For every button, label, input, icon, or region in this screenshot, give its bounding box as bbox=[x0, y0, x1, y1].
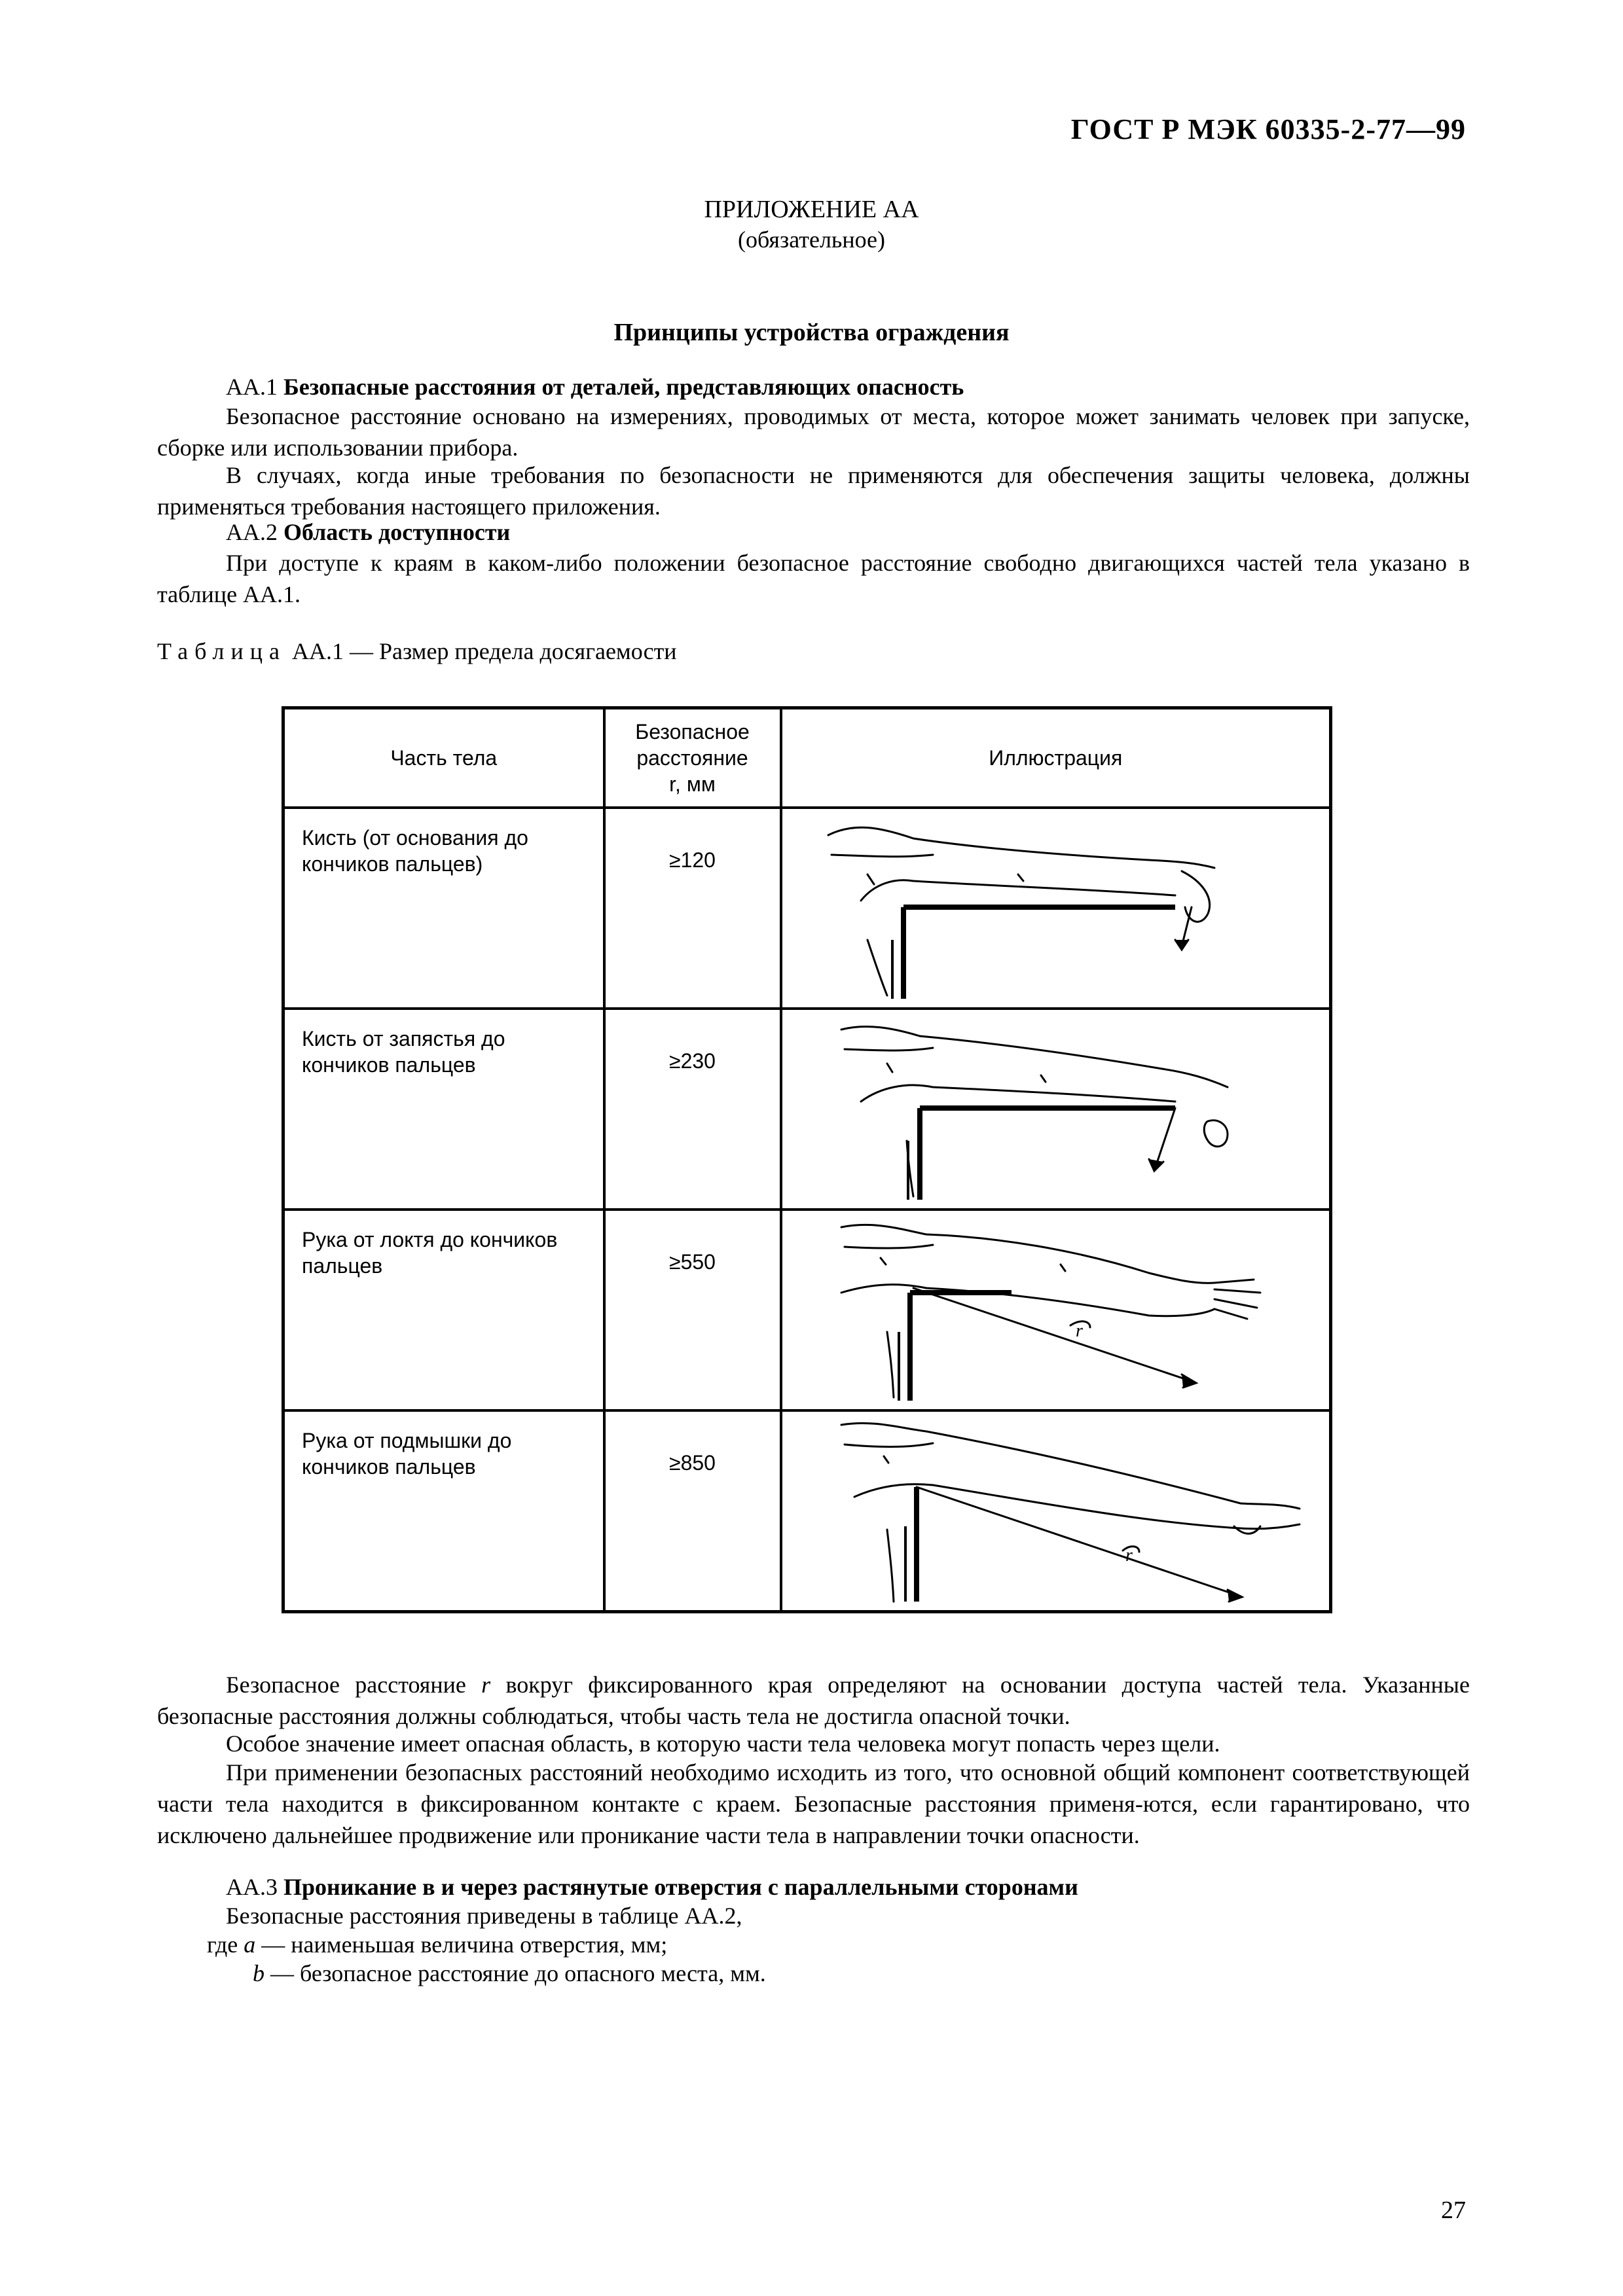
aa3-symbol-a: a bbox=[244, 1931, 256, 1958]
aa3-heading: Проникание в и через растянутые отверстия с параллельными сторонами bbox=[283, 1874, 1078, 1900]
aa3-where-2-text: — безопасное расстояние до опасного места, мм. bbox=[264, 1960, 766, 1986]
table-row bbox=[283, 1410, 1331, 1611]
aa3-paragraph-1: Безопасные расстояния приведены в таблице АА.2, bbox=[226, 1903, 742, 1929]
row4-distance: ≥850 bbox=[604, 1410, 781, 1611]
row1-distance: ≥120 bbox=[604, 808, 781, 1009]
after-paragraph-2: Особое значение имеет опасная область, в которую части тела человека могут попасть через щели. bbox=[226, 1731, 1220, 1757]
aa3-where-1-text: — наименьшая величина отверстия, мм; bbox=[255, 1931, 668, 1958]
after-p1-start: Безопасное расстояние bbox=[226, 1672, 482, 1698]
after-p1-symbol: r bbox=[481, 1672, 491, 1698]
header-safe-distance bbox=[604, 708, 781, 808]
header-illustration: Иллюстрация bbox=[781, 708, 1331, 808]
hand-wrist-reach-illustration bbox=[782, 1010, 1327, 1204]
row2-illustration bbox=[781, 1009, 1331, 1210]
aa1-paragraph-1: Безопасное расстояние основано на измерениях, проводимых от места, которое может занимать человек при запуске, сборке или использовании прибора. bbox=[157, 403, 1470, 461]
row1-body-part: Кисть (от основания до кончиков пальцев) bbox=[283, 808, 604, 1009]
aa2-heading-line bbox=[226, 518, 510, 546]
aa1-number: АА.1 bbox=[226, 374, 278, 400]
aa3-where-1 bbox=[207, 1931, 667, 1958]
arm-reach-illustration bbox=[782, 1412, 1327, 1606]
after-paragraph-1 bbox=[157, 1669, 1470, 1732]
row4-body-part: Рука от подмышки до кончиков пальцев bbox=[283, 1410, 604, 1611]
document-code: ГОСТ Р МЭК 60335-2-77—99 bbox=[1070, 113, 1466, 145]
aa2-heading: Область доступности bbox=[283, 519, 511, 545]
after-paragraph-3: При применении безопасных расстояний необходимо исходить из того, что основной общий компонент соответствующей части тела находится в фиксированном контакте с краем. Безопасные расстояния применя-ются, если гарантировано, что исключено дальнейшее продвижение или проникание части тела в направлении точки опасности. bbox=[157, 1759, 1470, 1848]
aa3-where-prefix: где bbox=[207, 1931, 244, 1958]
row2-distance: ≥230 bbox=[604, 1009, 781, 1210]
hand-reach-illustration bbox=[782, 809, 1327, 1003]
radius-label: r bbox=[1075, 1321, 1083, 1342]
aa3-number: АА.3 bbox=[226, 1874, 278, 1900]
table-caption bbox=[157, 637, 677, 665]
forearm-reach-illustration bbox=[782, 1211, 1327, 1405]
row3-body-part: Рука от локтя до кончиков пальцев bbox=[283, 1210, 604, 1410]
header-safe-distance-label: Безопасное расстояние bbox=[635, 720, 750, 770]
aa1-paragraph-2: В случаях, когда иные требования по безопасности не применяются для обеспечения защиты человека, должны применяться требования настоящего приложения. bbox=[157, 462, 1470, 520]
page-number: 27 bbox=[1441, 2197, 1466, 2224]
radius-label: r bbox=[1125, 1545, 1133, 1566]
aa3-symbol-b: b bbox=[253, 1960, 264, 1986]
table-row bbox=[283, 1009, 1331, 1210]
row3-illustration bbox=[781, 1210, 1331, 1410]
header-body-part: Часть тела bbox=[283, 708, 604, 808]
aa2-number: АА.2 bbox=[226, 519, 278, 545]
row2-body-part: Кисть от запястья до кончиков пальцев bbox=[283, 1009, 604, 1210]
appendix-title: ПРИЛОЖЕНИЕ АА bbox=[704, 196, 919, 223]
table-caption-text: АА.1 — Размер предела досягаемости bbox=[291, 638, 677, 664]
appendix-status: (обязательное) bbox=[738, 226, 885, 253]
table-header-row bbox=[283, 708, 1331, 808]
header-unit: r, мм bbox=[669, 772, 716, 797]
aa3-heading-line bbox=[226, 1873, 1078, 1901]
row1-illustration bbox=[781, 808, 1331, 1009]
aa3-where-2 bbox=[253, 1960, 766, 1987]
row4-illustration bbox=[781, 1410, 1331, 1611]
after-p1-end: вокруг фиксированного края определяют на основании доступа частей тела. Указанные безопасные расстояния должны соблюдаться, чтобы часть тела не достигла опасной точки. bbox=[157, 1672, 1470, 1729]
row3-distance: ≥550 bbox=[604, 1210, 781, 1410]
section-title: Принципы устройства ограждения bbox=[613, 319, 1010, 346]
table-row bbox=[283, 808, 1331, 1009]
aa1-heading-line bbox=[226, 373, 964, 401]
table-caption-word: Таблица bbox=[157, 638, 286, 664]
aa1-heading: Безопасные расстояния от деталей, представляющих опасность bbox=[283, 374, 964, 400]
reach-limit-table bbox=[282, 706, 1332, 1613]
aa2-paragraph-1: При доступе к краям в каком-либо положении безопасное расстояние свободно двигающихся частей тела указано в таблице АА.1. bbox=[157, 550, 1470, 607]
table-row bbox=[283, 1210, 1331, 1410]
